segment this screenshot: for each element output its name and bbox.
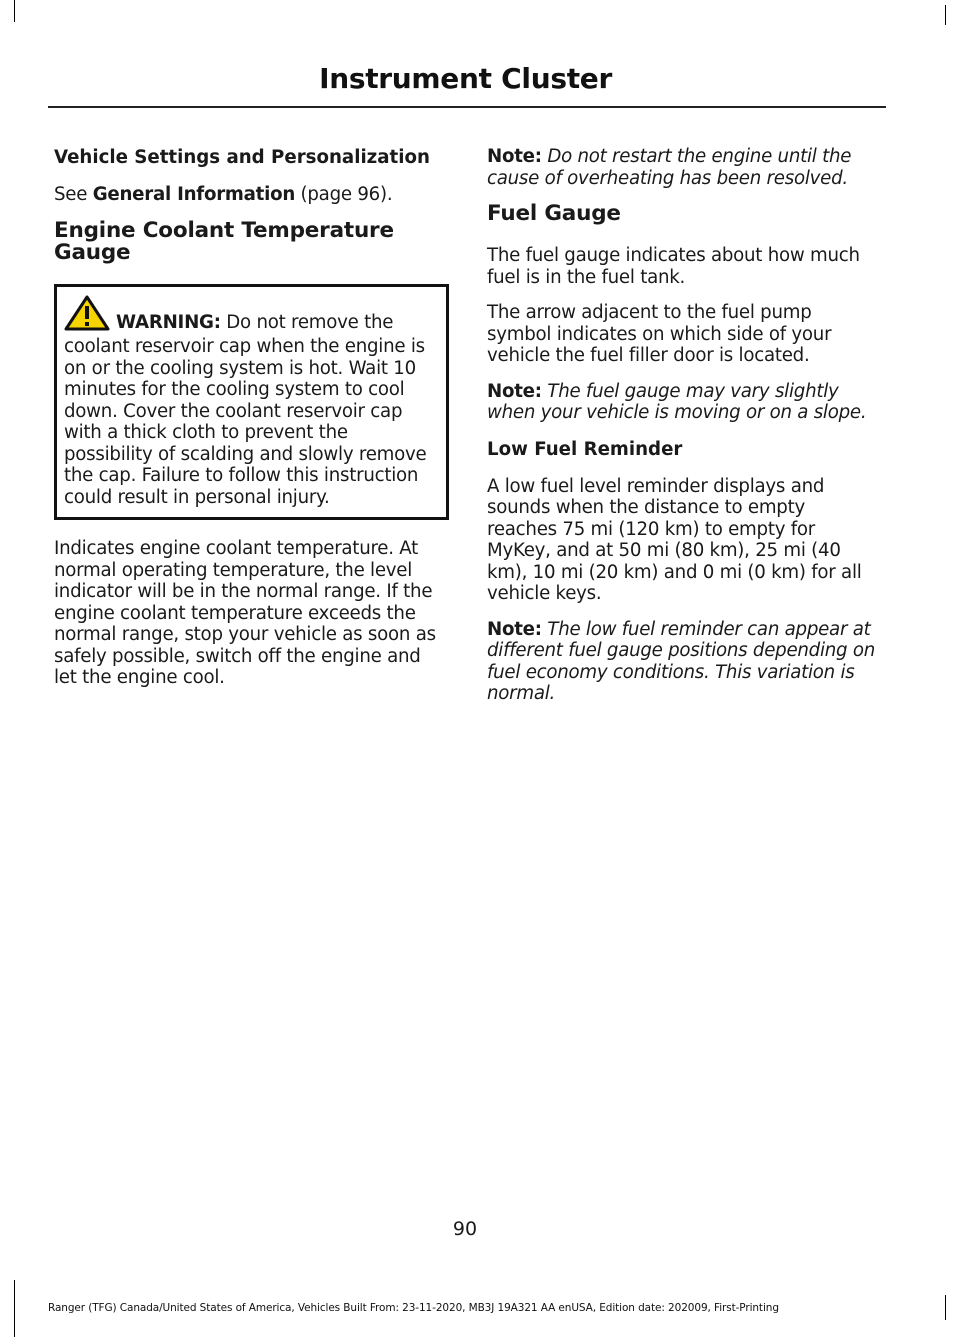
- footer-edition-info: Ranger (TFG) Canada/United States of America, Vehicles Built From: 23-11-2020, MB3J 19A321 AA enUSA, Edition date: 202009, First-Printing: [48, 1302, 779, 1314]
- see-reference: See General Information (page 96).: [54, 184, 393, 205]
- low-fuel-description: A low fuel level reminder displays and sounds when the distance to empty reaches 75 mi (120 km) to empty for MyKey, and at 50 mi (80 km), 25 mi (40 km), 10 mi (20 km) and 0 mi (0 km) for all vehicle keys.: [487, 475, 862, 604]
- warning-triangle-icon: [64, 295, 110, 337]
- page-title: Instrument Cluster: [319, 62, 612, 95]
- crop-mark-top-left: [14, 0, 15, 22]
- fuel-gauge-description: The fuel gauge indicates about how much fuel is in the fuel tank.: [487, 245, 860, 288]
- fuel-gauge-heading: Fuel Gauge: [487, 201, 621, 226]
- warning-text: Do not remove the coolant reservoir cap when the engine is on or the cooling system is hot. Wait 10 minutes for the cooling system to cool down. Cover the coolant reservoir cap with a thick cloth to prevent the possibility of scalding and slowly remove the cap. Failure to follow this instruction could result in personal injury.: [64, 311, 427, 508]
- left-column: [54, 146, 446, 703]
- note-low-fuel: Note: The low fuel reminder can appear at different fuel gauge positions depending on fuel economy conditions. This variation is normal.: [487, 618, 876, 704]
- page-number: 90: [452, 1218, 478, 1240]
- warning-label: WARNING:: [116, 311, 221, 333]
- crop-mark-bottom-right: [945, 1295, 946, 1320]
- warning-paragraph: [64, 295, 439, 509]
- general-information-link[interactable]: General Information: [92, 184, 296, 205]
- fuel-arrow-description: The arrow adjacent to the fuel pump symbol indicates on which side of your vehicle the fuel filler door is located.: [487, 302, 832, 366]
- header-divider: [48, 106, 886, 108]
- crop-mark-bottom-left: [14, 1280, 15, 1337]
- low-fuel-heading: Low Fuel Reminder: [487, 438, 683, 460]
- crop-mark-top-right: [945, 5, 946, 25]
- warning-box: [54, 284, 449, 521]
- coolant-gauge-heading: Engine Coolant Temperature Gauge: [54, 217, 394, 265]
- vehicle-settings-heading: Vehicle Settings and Personalization: [54, 147, 430, 168]
- note-overheating: Note: Do not restart the engine until the cause of overheating has been resolved.: [487, 146, 852, 189]
- coolant-description: Indicates engine coolant temperature. At normal operating temperature, the level indicator will be in the normal range. If the engine coolant temperature exceeds the normal range, stop your vehicle as soon as safely possible, switch off the engine and let the engine cool.: [54, 538, 436, 688]
- note-fuel-gauge-vary: Note: The fuel gauge may vary slightly when your vehicle is moving or on a slope.: [487, 380, 867, 423]
- right-column: [487, 146, 879, 719]
